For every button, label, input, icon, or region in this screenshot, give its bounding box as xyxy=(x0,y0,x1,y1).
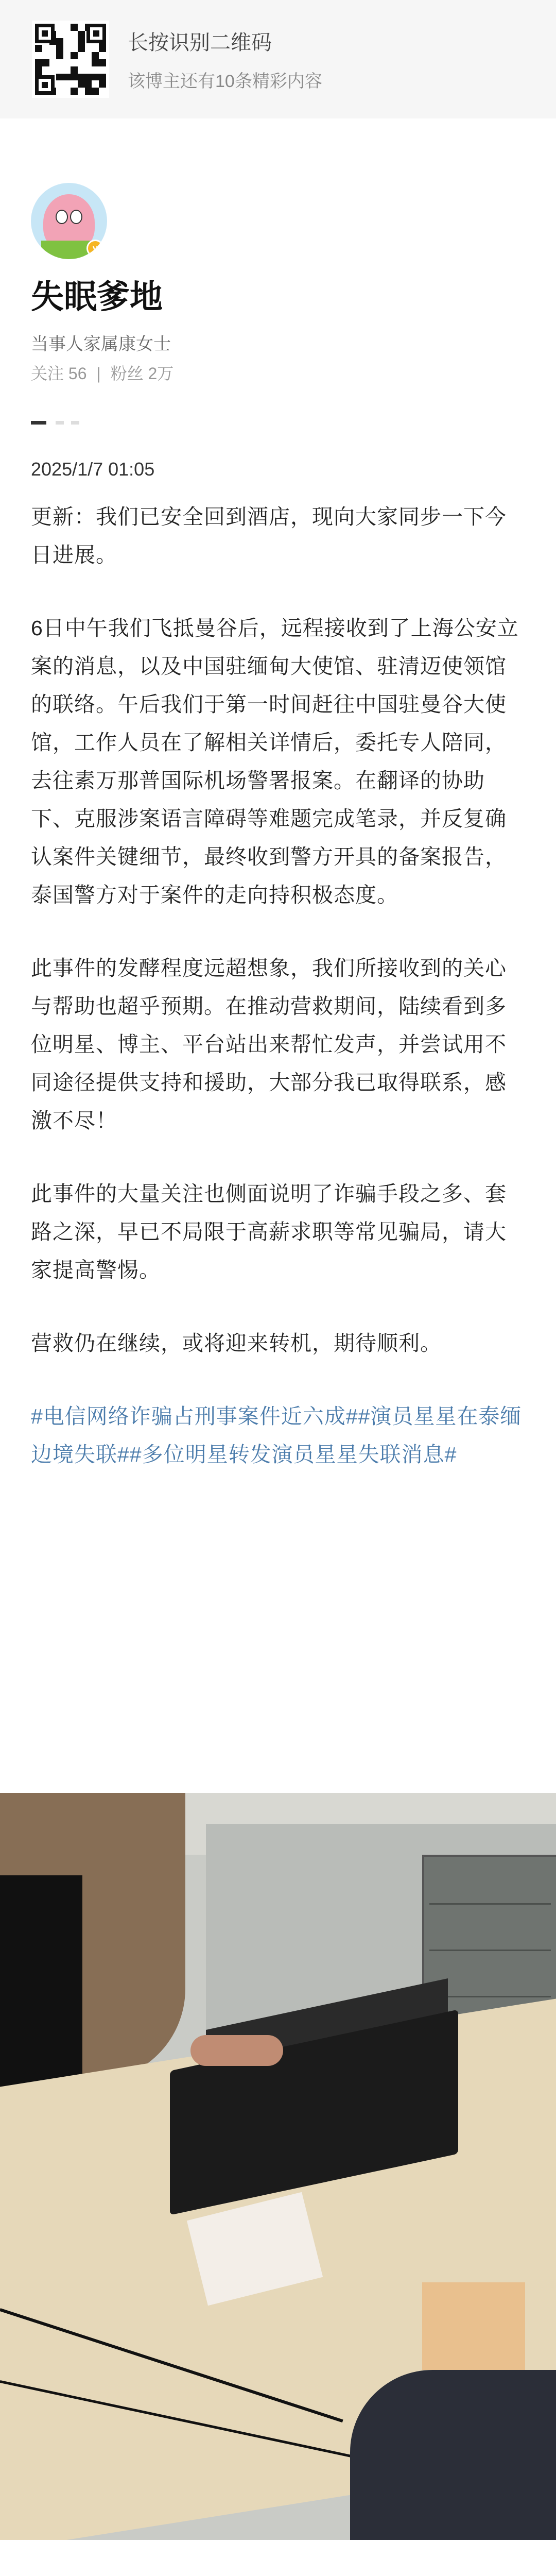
author-profile xyxy=(31,183,525,383)
qr-module xyxy=(99,74,106,81)
qr-module xyxy=(71,45,78,52)
post-hashtags[interactable]: #电信网络诈骗占刑事案件近六成##演员星星在泰缅边境失联##多位明星转发演员星星失联消息# xyxy=(31,1404,522,1466)
qr-module xyxy=(56,52,63,59)
qr-module xyxy=(92,88,99,95)
qr-module xyxy=(85,80,92,88)
qr-module xyxy=(49,45,57,52)
qr-module xyxy=(92,45,99,52)
top-banner-text xyxy=(128,26,322,92)
qr-module xyxy=(99,80,106,88)
qr-module xyxy=(78,88,85,95)
qr-module xyxy=(78,66,85,74)
qr-module xyxy=(71,24,78,31)
qr-module xyxy=(71,66,78,74)
qr-module xyxy=(63,59,71,66)
qr-module xyxy=(78,38,85,45)
qr-module xyxy=(63,80,71,88)
qr-module xyxy=(92,59,99,66)
avatar[interactable] xyxy=(31,183,107,259)
qr-module xyxy=(99,66,106,74)
qr-module xyxy=(78,45,85,52)
qr-module xyxy=(49,59,57,66)
qr-module xyxy=(35,52,42,59)
qr-module xyxy=(78,80,85,88)
qr-module xyxy=(56,59,63,66)
qr-module xyxy=(63,74,71,81)
qr-module xyxy=(92,66,99,74)
top-qr-banner[interactable] xyxy=(0,0,556,118)
qr-module xyxy=(78,52,85,59)
followers-label: 粉丝 xyxy=(110,364,144,383)
post-photo[interactable] xyxy=(0,1793,556,2540)
followers-count[interactable]: 2万 xyxy=(148,364,174,383)
qr-module xyxy=(78,31,85,38)
following-label: 关注 xyxy=(31,364,64,383)
qr-module xyxy=(56,31,63,38)
qr-module xyxy=(99,52,106,59)
qr-module xyxy=(56,24,63,31)
top-banner-title: 长按识别二维码 xyxy=(128,31,272,54)
qr-module xyxy=(99,88,106,95)
qr-module xyxy=(42,66,49,74)
qr-module xyxy=(85,52,92,59)
qr-module xyxy=(56,88,63,95)
section-divider xyxy=(31,421,46,425)
post-paragraph: 营救仍在继续，或将迎来转机，期待顺利。 xyxy=(31,1331,442,1355)
qr-module xyxy=(49,66,57,74)
post-paragraph: 6日中午我们飞抵曼谷后，远程接收到了上海公安立案的消息，以及中国驻缅甸大使馆、驻清迈使领馆的联络。午后我们于第一时间赶往中国驻曼谷大使馆，工作人员在了解相关详情后，委托专人陪同，去往素万那普国际机场警署报案。在翻译的协助下、克服涉案语言障碍等难题完成笔录，并反复确认案件关键细节，最终收到警方开具的备案报告，泰国警方对于案件的走向持积极态度。 xyxy=(31,616,519,907)
qr-module xyxy=(71,31,78,38)
qr-module xyxy=(63,66,71,74)
qr-module xyxy=(71,80,78,88)
qr-module xyxy=(92,80,99,88)
qr-module xyxy=(63,38,71,45)
photo-hand xyxy=(190,2035,283,2066)
qr-module xyxy=(71,74,78,81)
photo-box xyxy=(422,2282,525,2370)
qr-module xyxy=(49,52,57,59)
qr-module xyxy=(42,45,49,52)
top-banner-subtitle: 该博主还有10条精彩内容 xyxy=(128,72,322,91)
author-nickname[interactable]: 失眠爹地 xyxy=(31,278,163,315)
qr-module xyxy=(85,88,92,95)
qr-module xyxy=(85,59,92,66)
qr-module xyxy=(56,45,63,52)
qr-code-icon[interactable] xyxy=(32,21,109,98)
qr-module xyxy=(63,31,71,38)
post-paragraph: 此事件的发酵程度远超想象，我们所接收到的关心与帮助也超乎预期。在推动营救期间，陆续看到多位明星、博主、平台站出来帮忙发声，并尝试用不同途径提供支持和援助，大部分我已取得联系，感激不尽！ xyxy=(31,956,507,1132)
qr-module xyxy=(63,45,71,52)
stats-separator: | xyxy=(96,364,101,383)
post-paragraph: 更新：我们已安全回到酒店，现向大家同步一下今日进展。 xyxy=(31,505,507,567)
qr-module xyxy=(56,74,63,81)
following-count[interactable]: 56 xyxy=(68,364,87,383)
qr-module xyxy=(92,74,99,81)
author-bio: 当事人家属康女士 xyxy=(31,334,171,354)
qr-module xyxy=(35,45,42,52)
qr-module xyxy=(71,52,78,59)
qr-module xyxy=(78,59,85,66)
verified-badge-icon: v xyxy=(86,240,104,257)
weibo-post xyxy=(31,459,525,1473)
divider-dash xyxy=(56,421,64,425)
author-stats xyxy=(31,361,173,384)
qr-module xyxy=(56,66,63,74)
divider-dash xyxy=(71,421,79,425)
qr-module xyxy=(71,59,78,66)
qr-module xyxy=(71,88,78,95)
qr-module xyxy=(85,66,92,74)
post-paragraph: 此事件的大量关注也侧面说明了诈骗手段之多、套路之深，早已不局限于高薪求职等常见骗局，请大家提高警惕。 xyxy=(31,1182,507,1282)
qr-module xyxy=(42,59,49,66)
qr-module xyxy=(99,59,106,66)
qr-module xyxy=(63,52,71,59)
qr-module xyxy=(71,38,78,45)
qr-module xyxy=(85,74,92,81)
qr-module xyxy=(42,52,49,59)
qr-module xyxy=(78,24,85,31)
qr-module xyxy=(35,59,42,66)
photo-knee xyxy=(350,2370,556,2540)
qr-module xyxy=(63,88,71,95)
qr-module xyxy=(35,66,42,74)
qr-module xyxy=(78,74,85,81)
post-datetime: 2025/1/7 01:05 xyxy=(31,459,155,480)
qr-module xyxy=(56,38,63,45)
qr-module xyxy=(99,45,106,52)
qr-module xyxy=(92,52,99,59)
qr-module xyxy=(56,80,63,88)
qr-module xyxy=(85,45,92,52)
qr-module xyxy=(63,24,71,31)
